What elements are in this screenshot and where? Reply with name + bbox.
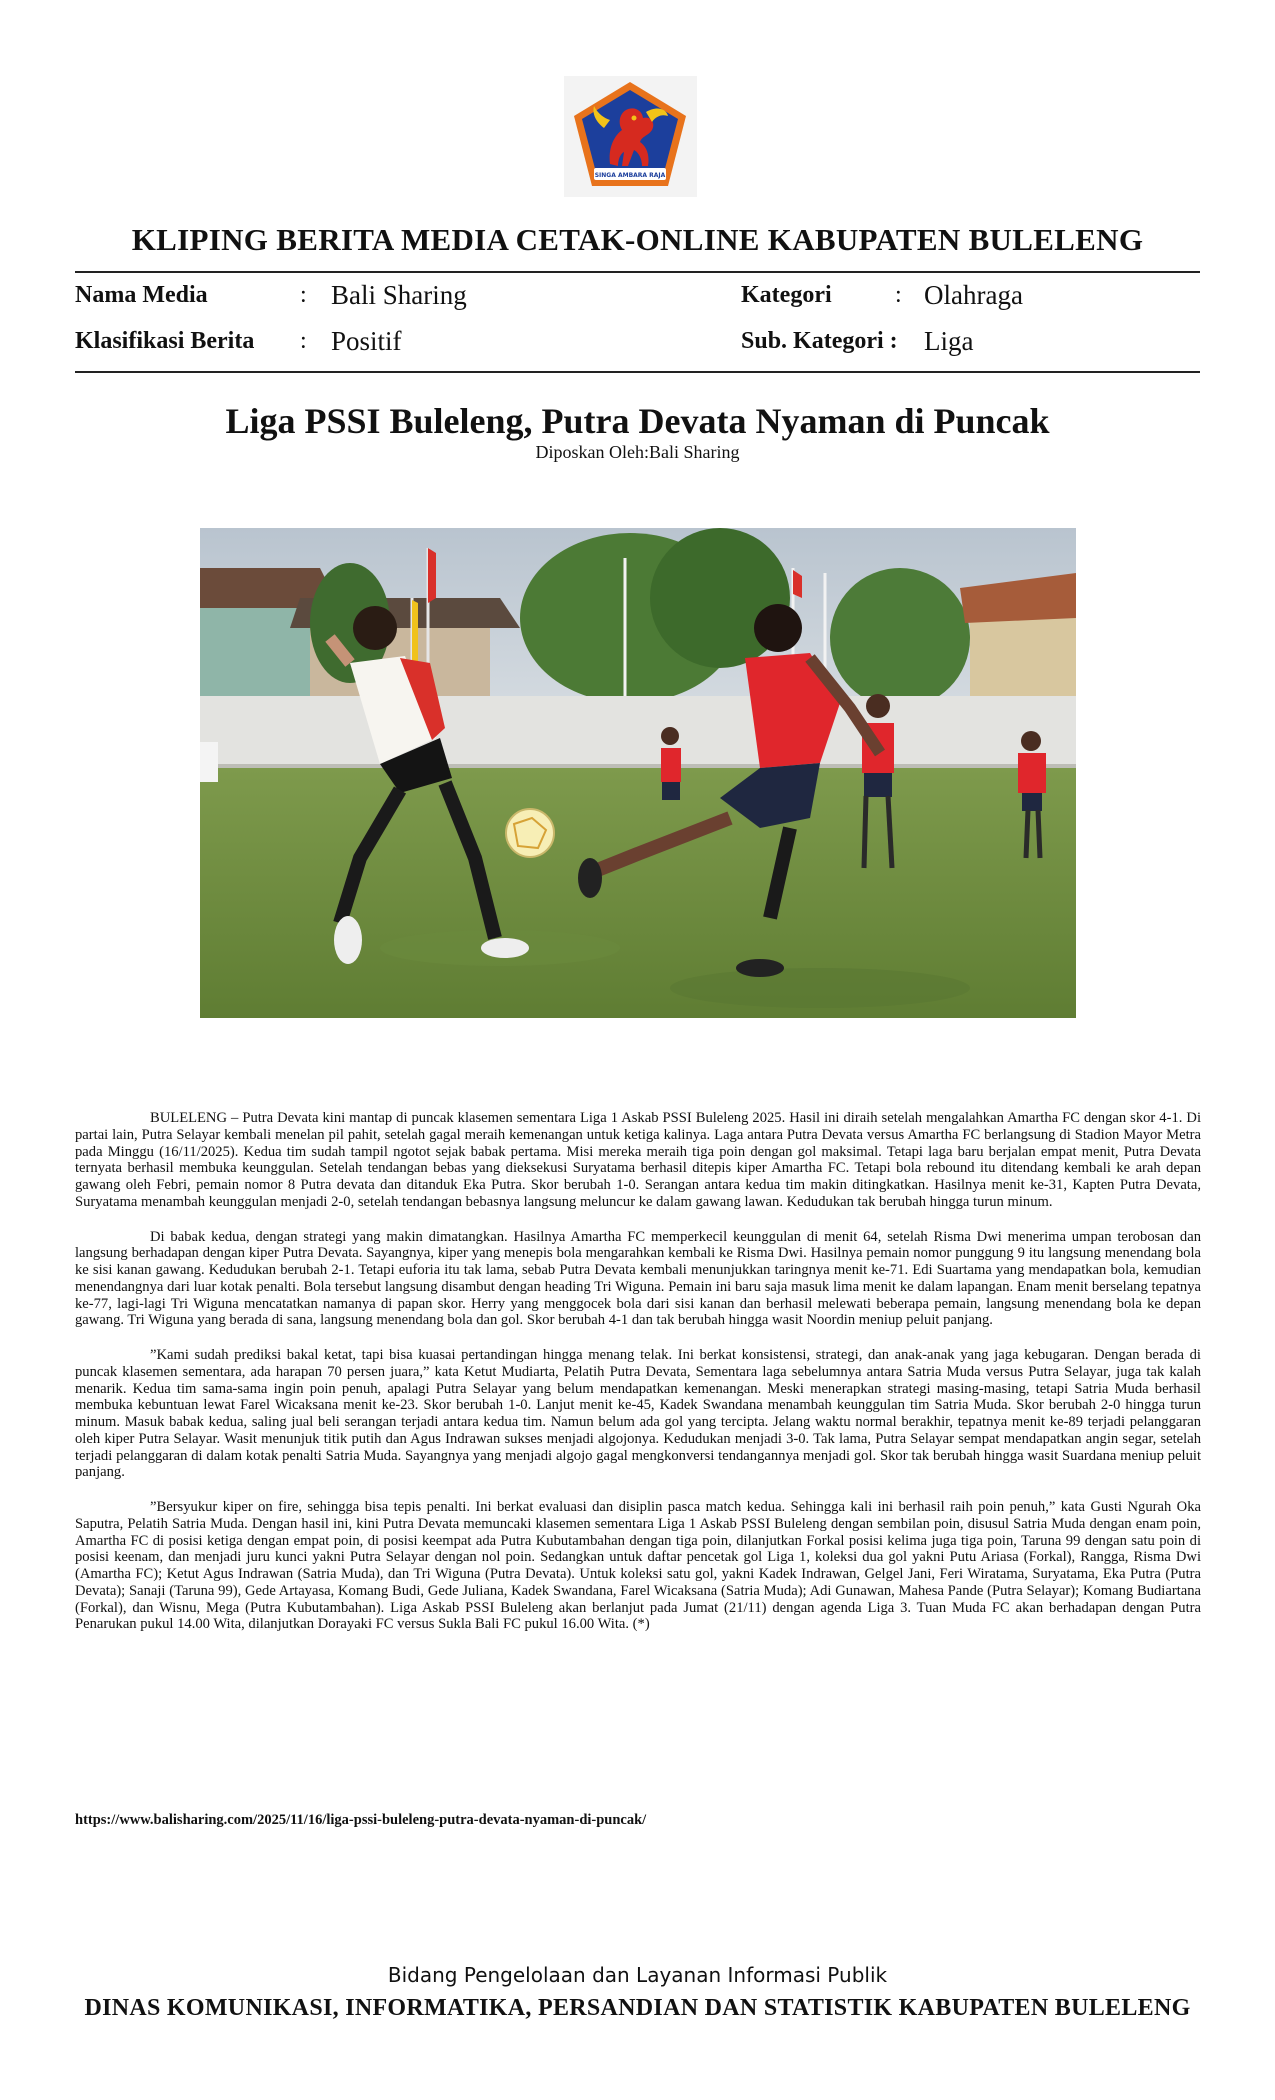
klasifikasi-berita-label: Klasifikasi Berita bbox=[75, 328, 255, 354]
sub-kategori-value: Liga bbox=[924, 326, 974, 356]
footer-department: Bidang Pengelolaan dan Layanan Informasi Publik bbox=[387, 1963, 888, 1987]
kategori-label: Kategori bbox=[741, 282, 832, 308]
nama-media-label: Nama Media bbox=[75, 282, 208, 308]
article-paragraph-4: ”Bersyukur kiper on fire, sehingga bisa tepis penalti. Ini berkat evaluasi dan disiplin pasca match kedua. Sehingga kali ini berhasil raih poin penuh,” kata Gusti Ngurah Oka Saputra, Pelatih Satria Muda. Dengan hasil ini, kini Putra Devata memuncaki klasemen sementara Liga 1 Askab PSSI Buleleng dengan sembilan poin, disusul Satria Muda dengan enam poin, Amartha FC di posisi ketiga dengan empat poin, di posisi keempat ada Putra Kubutambahan dengan tiga poin, dilanjutkan Forkal posisi kelima juga tiga poin, Taruna 99 dengan satu poin di posisi keenam, dan menjadi juru kunci yakni Putra Selayar dengan nol poin. Sedangkan untuk daftar pencetak gol Liga 1, koleksi dua gol yakni Putu Ariasa (Forkal), Rangga, Risma Dwi (Amartha FC); Ketut Agus Indrawan (Satria Muda), dan Tri Wiguna (Putra Devata). Untuk koleksi satu gol, yakni Kadek Indrawan, Gelgel Jani, Feri Wiratama, Suryatama, Eka Putra (Putra Devata); Sanaji (Taruna 99), Gede Artayasa, Komang Budi, Gede Juliana, Kadek Swandana, Farel Wicaksana (Satria Muda); Adi Gunawan, Mahesa Pande (Putra Selayar); Komang Budiartana (Forkal), dan Wisnu, Mega (Putra Kubutambahan). Liga Askab PSSI Buleleng akan berlanjut pada Jumat (21/11) dengan agenda Liga 3. Tuan Muda FC akan berhadapan dengan Putra Penarukan pukul 14.00 Wita, dilanjutkan Dorayaki FC versus Sukla Bali FC pukul 16.00 Wita. (*) bbox=[75, 1499, 1201, 1633]
article-paragraph-3: ”Kami sudah prediksi bakal ketat, tapi bisa kuasai pertandingan hingga menang telak. Ini berkat konsistensi, strategi, dan anak-anak yang jaga kebugaran. Dengan berada di puncak klasemen sementara, ada harapan 70 persen juara,” kata Ketut Mudiarta, Pelatih Putra Devata, Sementara laga sebelumnya antara Satria Muda versus Putra Selayar, juga tak kalah menarik. Kedua tim sama-sama ingin poin penuh, apalagi Putra Selayar yang belum mendapatkan kemenangan. Meski menerapkan strategi masing-masing, tetapi Satria Muda berhasil membuka kebuntuan lewat Farel Wicaksana menit ke-23. Skor berubah 1-0. Lanjut menit ke-45, Kadek Swandana menambah keunggulan tim Satria Muda. Skor berubah 2-0 hingga turun minum. Masuk babak kedua, saling jual beli serangan terjadi antara kedua tim. Namun belum ada gol yang tercipta. Jelang waktu normal berakhir, tepatnya menit ke-89 terjadi pelanggaran oleh kiper Putra Selayar. Wasit menunjuk titik putih dan Agus Indrawan sukses menjadi algojonya. Kedudukan menjadi 3-0. Tak lama, Putra Selayar sempat mendapatkan angin segar, setelah terjadi pelanggaran di dalam kotak penalti Satria Muda. Sayangnya yang menjadi algojo gagal mengkonversi tendangannya menjadi gol. Skor tak berubah hingga wasit Suardana meniup peluit panjang. bbox=[75, 1347, 1201, 1481]
sub-kategori-label: Sub. Kategori : bbox=[741, 328, 898, 354]
source-url-link[interactable]: https://www.balisharing.com/2025/11/16/liga-pssi-buleleng-putra-devata-nyaman-di-puncak/ bbox=[75, 1812, 647, 1828]
klasifikasi-berita-colon: : bbox=[300, 328, 307, 354]
article-body bbox=[75, 1110, 1201, 1651]
article-photo bbox=[200, 528, 1076, 1018]
article-byline: Diposkan Oleh:Bali Sharing bbox=[535, 442, 740, 462]
header-divider-top bbox=[75, 271, 1200, 273]
article-paragraph-1: BULELENG – Putra Devata kini mantap di puncak klasemen sementara Liga 1 Askab PSSI Buleleng 2025. Hasil ini diraih setelah mengalahkan Amartha FC dengan skor 4-1. Di partai lain, Putra Selayar kembali menelan pil pahit, setelah gagal meraih kemenangan untuk ketiga kalinya. Laga antara Putra Devata versus Amartha FC berlangsung di Stadion Mayor Metra pada Minggu (16/11/2025). Kedua tim sudah tampil ngotot sejak babak pertama. Misi mereka meraih tiga poin dengan gol maksimal. Tetapi laga baru berjalan empat menit, Putra Devata ternyata berhasil membuka keunggulan. Setelah tendangan bebas yang dieksekusi Suryatama berhasil ditepis kiper Amartha FC. Tetapi bola rebound itu ditendang kembali ke arah depan gawang oleh Febri, pemain nomor 8 Putra devata dan ditanduk Eka Putra. Skor berubah 1-0. Serangan antara kedua tim makin ditingkatkan. Hasilnya menit ke-31, Kapten Putra Devata, Suryatama menambah keunggulan menjadi 2-0, setelah tendangan bebasnya langsung meluncur ke dalam gawang lawan. Kedudukan tak berubah hingga turun minum. bbox=[75, 1110, 1201, 1210]
nama-media-colon: : bbox=[300, 282, 307, 308]
document-header-title: KLIPING BERITA MEDIA CETAK-ONLINE KABUPATEN BULELENG bbox=[131, 222, 1144, 257]
footer-agency: DINAS KOMUNIKASI, INFORMATIKA, PERSANDIAN DAN STATISTIK KABUPATEN BULELENG bbox=[84, 1995, 1191, 2021]
article-title: Liga PSSI Buleleng, Putra Devata Nyaman di Puncak bbox=[225, 401, 1050, 441]
article-paragraph-2: Di babak kedua, dengan strategi yang makin dimatangkan. Hasilnya Amartha FC memperkecil keunggulan di menit 64, setelah Risma Dwi menerima umpan terobosan dan langsung berhadapan dengan kiper Putra Devata. Sayangnya, kiper yang menepis bola mengarahkan kembali ke Risma Dwi. Hasilnya pemain nomor punggung 9 itu langsung menendang bola ke sisi kanan gawang. Kedudukan berubah 2-1. Tetapi euforia itu tak lama, sebab Putra Devata kembali menunjukkan taringnya menit ke-71. Edi Suartama yang mendapatkan bola, kemudian menendangnya dari luar kotak penalti. Bola tersebut langsung disambut dengan heading Tri Wiguna. Pemain ini baru saja masuk lima menit ke dalam lapangan. Enam menit berselang tepatnya ke-77, lagi-lagi Tri Wiguna mencatatkan namanya di papan skor. Herry yang menggocek bola dari sisi kanan dan berhasil melewati beberapa pemain, langsung menendang bola ke depan gawang. Tri Wiguna yang berada di sana, langsung menendang bola dan gol. Skor berubah 4-1 dan tak berubah hingga wasit Noordin meniup peluit panjang. bbox=[75, 1228, 1201, 1329]
header-divider-bottom bbox=[75, 371, 1200, 373]
kategori-value: Olahraga bbox=[924, 280, 1023, 310]
nama-media-value: Bali Sharing bbox=[331, 280, 467, 310]
klasifikasi-berita-value: Positif bbox=[331, 326, 402, 356]
kategori-colon: : bbox=[895, 282, 902, 308]
logo-motto-text: SINGA AMBARA RAJA bbox=[594, 172, 666, 179]
singa-ambara-raja-logo bbox=[564, 76, 697, 197]
